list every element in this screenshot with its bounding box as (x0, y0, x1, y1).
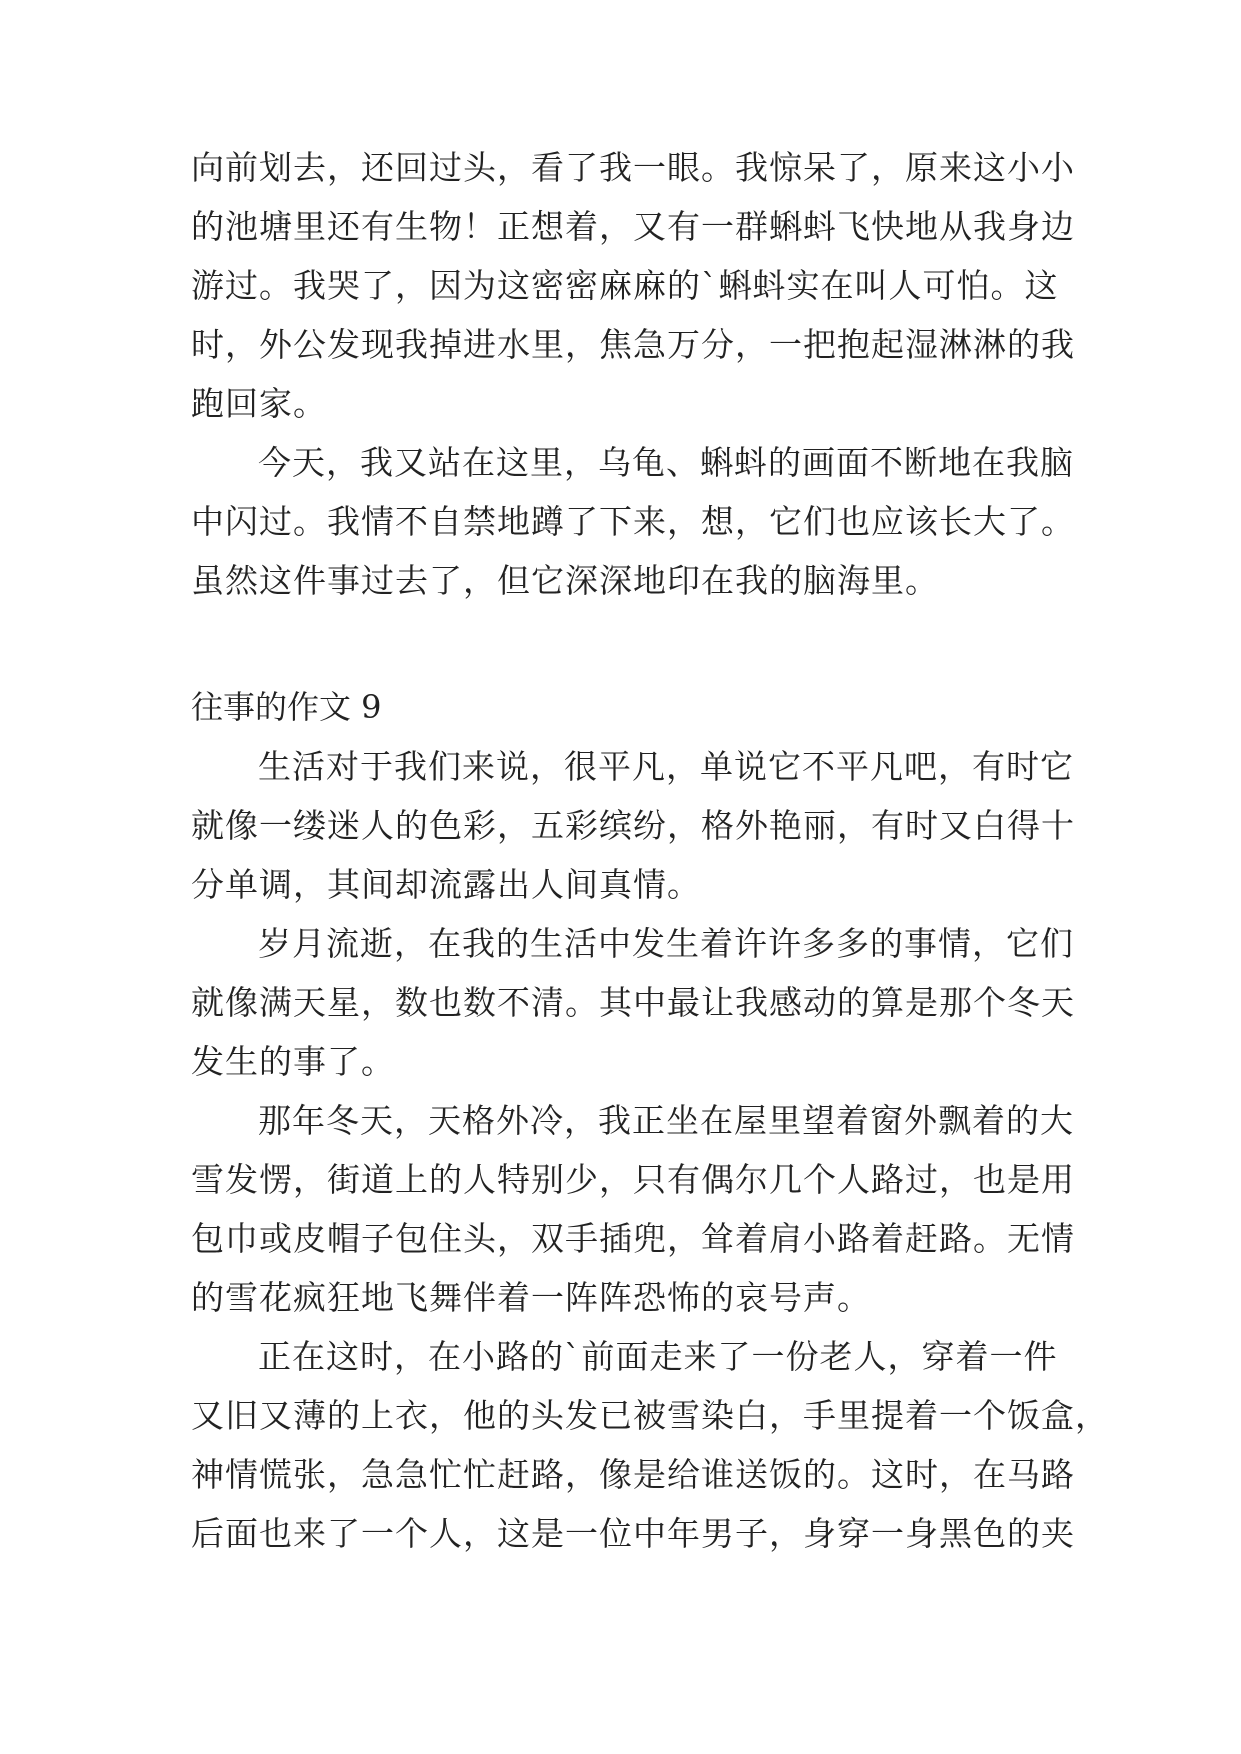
text-line: 正在这时，在小路的`前面走来了一份老人，穿着一件 (258, 1337, 1058, 1376)
text-line: 岁月流逝，在我的生活中发生着许许多多的事情，它们 (258, 924, 1074, 963)
text-line: 的雪花疯狂地飞舞伴着一阵阵恐怖的哀号声。 (191, 1278, 871, 1317)
text-line: 分单调，其间却流露出人间真情。 (191, 865, 701, 904)
text-line: 虽然这件事过去了，但它深深地印在我的脑海里。 (191, 561, 939, 600)
paragraph-closing (191, 433, 1075, 610)
text-line: 向前划去，还回过头，看了我一眼。我惊呆了，原来这小小 (191, 148, 1075, 187)
essay-title: 往事的作文 9 (191, 688, 382, 726)
text-line: 就像一缕迷人的色彩，五彩缤纷，格外艳丽，有时又白得十 (191, 806, 1075, 845)
text-line: 游过。我哭了，因为这密密麻麻的`蝌蚪实在叫人可怕。这 (191, 266, 1059, 305)
text-line: 生活对于我们来说，很平凡，单说它不平凡吧，有时它 (258, 747, 1074, 786)
text-line: 中闪过。我情不自禁地蹲了下来，想，它们也应该长大了。 (191, 502, 1075, 541)
text-line: 雪发愣，街道上的人特别少，只有偶尔几个人路过，也是用 (191, 1160, 1075, 1199)
text-line: 跑回家。 (191, 384, 327, 423)
paragraph-continued (191, 138, 1075, 433)
section-spacer (191, 610, 1071, 678)
paragraph-4 (191, 1327, 1109, 1563)
text-line: 今天，我又站在这里，乌龟、蝌蚪的画面不断地在我脑 (258, 443, 1074, 482)
text-line: 神情慌张，急急忙忙赶路，像是给谁送饭的。这时，在马路 (191, 1455, 1075, 1494)
text-line: 的池塘里还有生物！正想着，又有一群蝌蚪飞快地从我身边 (191, 207, 1075, 246)
text-line: 就像满天星，数也数不清。其中最让我感动的算是那个冬天 (191, 983, 1075, 1022)
paragraph-3 (191, 1091, 1075, 1327)
document-body (191, 138, 1109, 1563)
paragraph-1 (191, 737, 1075, 914)
text-line: 包巾或皮帽子包住头，双手插兜，耸着肩小路着赶路。无情 (191, 1219, 1075, 1258)
text-line: 发生的事了。 (191, 1042, 395, 1081)
text-line: 后面也来了一个人，这是一位中年男子，身穿一身黑色的夹 (191, 1514, 1075, 1553)
text-line: 那年冬天，天格外冷，我正坐在屋里望着窗外飘着的大 (258, 1101, 1074, 1140)
text-line: 时，外公发现我掉进水里，焦急万分，一把抱起湿淋淋的我 (191, 325, 1075, 364)
paragraph-2 (191, 914, 1075, 1091)
text-line: 又旧又薄的上衣，他的头发已被雪染白，手里提着一个饭盒， (191, 1396, 1109, 1435)
